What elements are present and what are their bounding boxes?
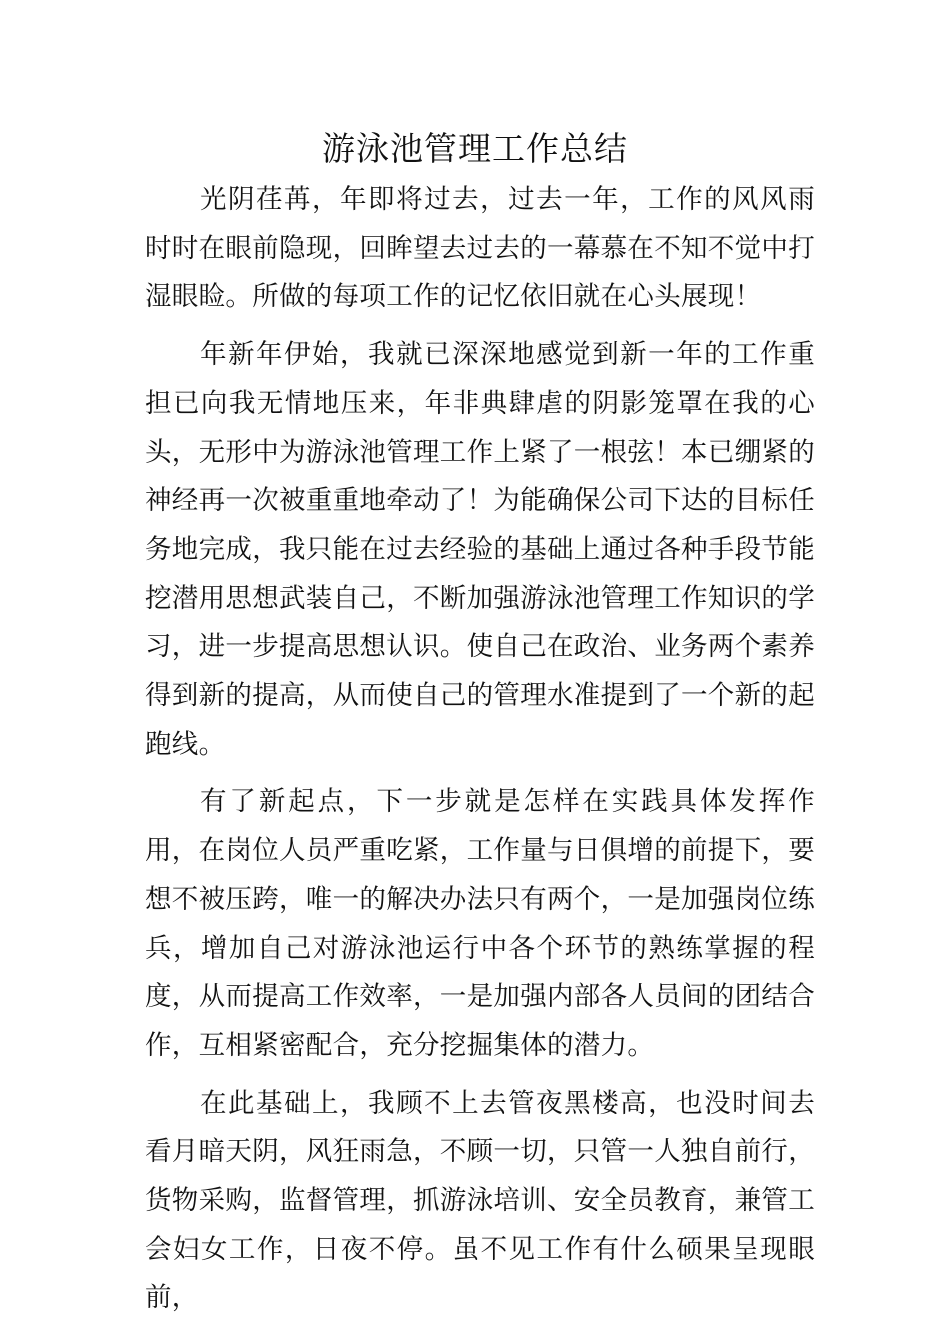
paragraph-2: 年新年伊始，我就已深深地感觉到新一年的工作重担已向我无情地压来，年非典肆虐的阴影笼罩在我的心头，无形中为游泳池管理工作上紧了一根弦！本已绷紧的神经再一次被重重地牵动了！为能确保公司下达的目标任务地完成，我只能在过去经验的基础上通过各种手段节能挖潜用思想武装自己，不断加强游泳池管理工作知识的学习，进一步提高思想认识。使自己在政治、业务两个素养得到新的提高，从而使自己的管理水准提到了一个新的起跑线。	[145, 339, 815, 760]
document-body	[145, 176, 815, 1332]
paragraph-3: 有了新起点，下一步就是怎样在实践具体发挥作用，在岗位人员严重吃紧，工作量与日俱增的前提下，要想不被压跨，唯一的解决办法只有两个，一是加强岗位练兵，增加自己对游泳池运行中各个环节的熟练掌握的程度，从而提高工作效率，一是加强内部各人员间的团结合作，互相紧密配合，充分挖掘集体的潜力。	[145, 786, 815, 1061]
paragraph-4: 在此基础上，我顾不上去管夜黑楼高，也没时间去看月暗天阴，风狂雨急，不顾一切，只管一人独自前行，货物采购，监督管理，抓游泳培训、安全员教育，兼管工会妇女工作，日夜不停。虽不见工作有什么硕果呈现眼前，	[145, 1087, 815, 1314]
document-title: 游泳池管理工作总结	[322, 129, 628, 168]
paragraph-1: 光阴荏苒，年即将过去，过去一年，工作的风风雨时时在眼前隐现，回眸望去过去的一幕慕在不知不觉中打湿眼睑。所做的每项工作的记忆依旧就在心头展现！	[145, 184, 815, 313]
